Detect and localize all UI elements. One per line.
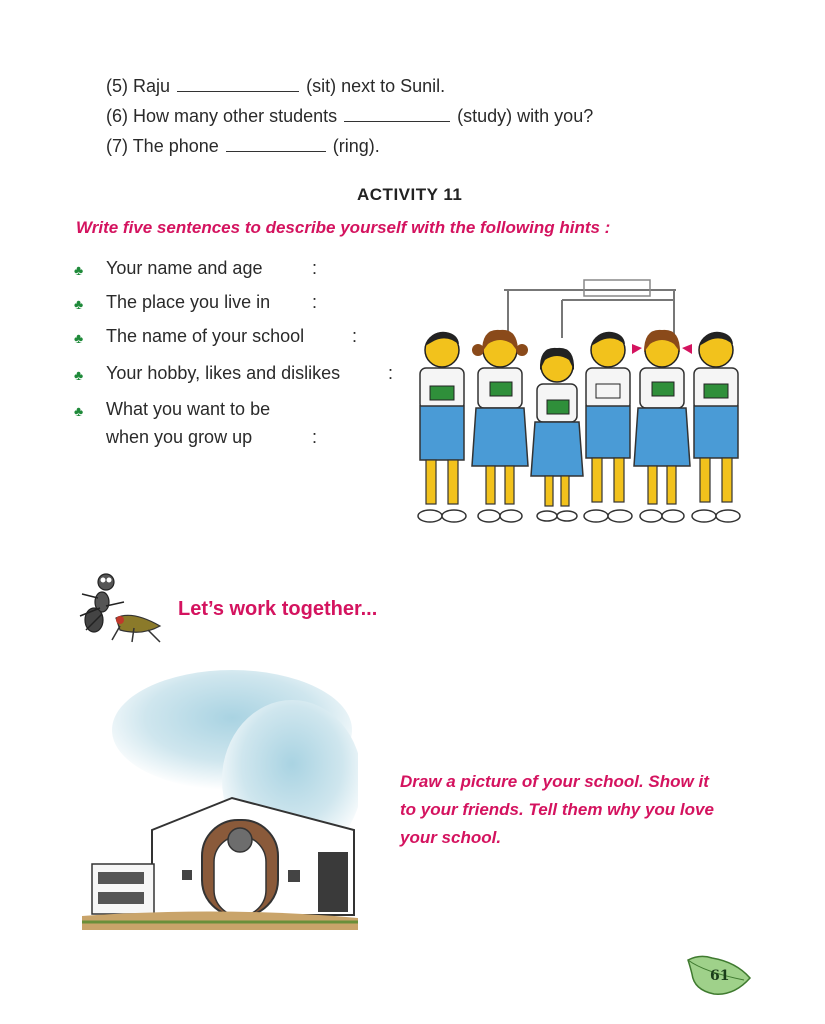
hint-colon: : [388, 363, 394, 383]
exercise-item-5 [106, 76, 445, 97]
answer-blank[interactable] [177, 77, 299, 92]
page-number: 61 [710, 968, 730, 984]
activity-instruction: Write five sentences to describe yourself with the following hints : [76, 218, 611, 237]
task-line: to your friends. Tell them why you love [400, 800, 714, 819]
exercise-item-7 [106, 136, 380, 157]
students-illustration [412, 278, 752, 528]
drawing-task [400, 768, 760, 852]
hint-item: The place you live in [106, 292, 271, 312]
exercise-suffix: (ring). [332, 136, 380, 156]
answer-blank[interactable] [226, 137, 326, 152]
answer-blank[interactable] [344, 107, 450, 122]
club-bullet-icon: ♣ [74, 403, 84, 419]
exercise-number: (6) [106, 106, 128, 126]
club-bullet-icon: ♣ [74, 296, 84, 312]
exercise-prefix: How many other students [133, 106, 338, 126]
section-heading: Let’s work together... [178, 598, 378, 620]
exercise-item-6 [106, 106, 593, 127]
exercise-suffix: (study) with you? [457, 106, 594, 126]
activity-title: ACTIVITY 11 [357, 185, 463, 204]
school-illustration [82, 660, 358, 950]
club-bullet-icon: ♣ [74, 367, 84, 383]
hint-item: Your name and age [106, 258, 263, 278]
exercise-prefix: Raju [133, 76, 171, 96]
hint-colon: : [352, 326, 358, 346]
task-line: Draw a picture of your school. Show it [400, 772, 709, 791]
exercise-number: (7) [106, 136, 128, 156]
hint-colon: : [312, 427, 318, 447]
hint-colon: : [312, 292, 318, 312]
exercise-prefix: The phone [132, 136, 219, 156]
hint-item: when you grow up [106, 427, 253, 447]
hint-item: What you want to be [106, 399, 271, 419]
exercise-suffix: (sit) next to Sunil. [306, 76, 446, 96]
task-line: your school. [400, 828, 502, 847]
exercise-number: (5) [106, 76, 128, 96]
hints-list [74, 256, 404, 456]
hint-colon: : [312, 258, 318, 278]
club-bullet-icon: ♣ [74, 330, 84, 346]
insects-illustration [72, 568, 172, 646]
hint-item: Your hobby, likes and dislikes [106, 363, 341, 383]
club-bullet-icon: ♣ [74, 262, 84, 278]
hint-item: The name of your school [106, 326, 305, 346]
